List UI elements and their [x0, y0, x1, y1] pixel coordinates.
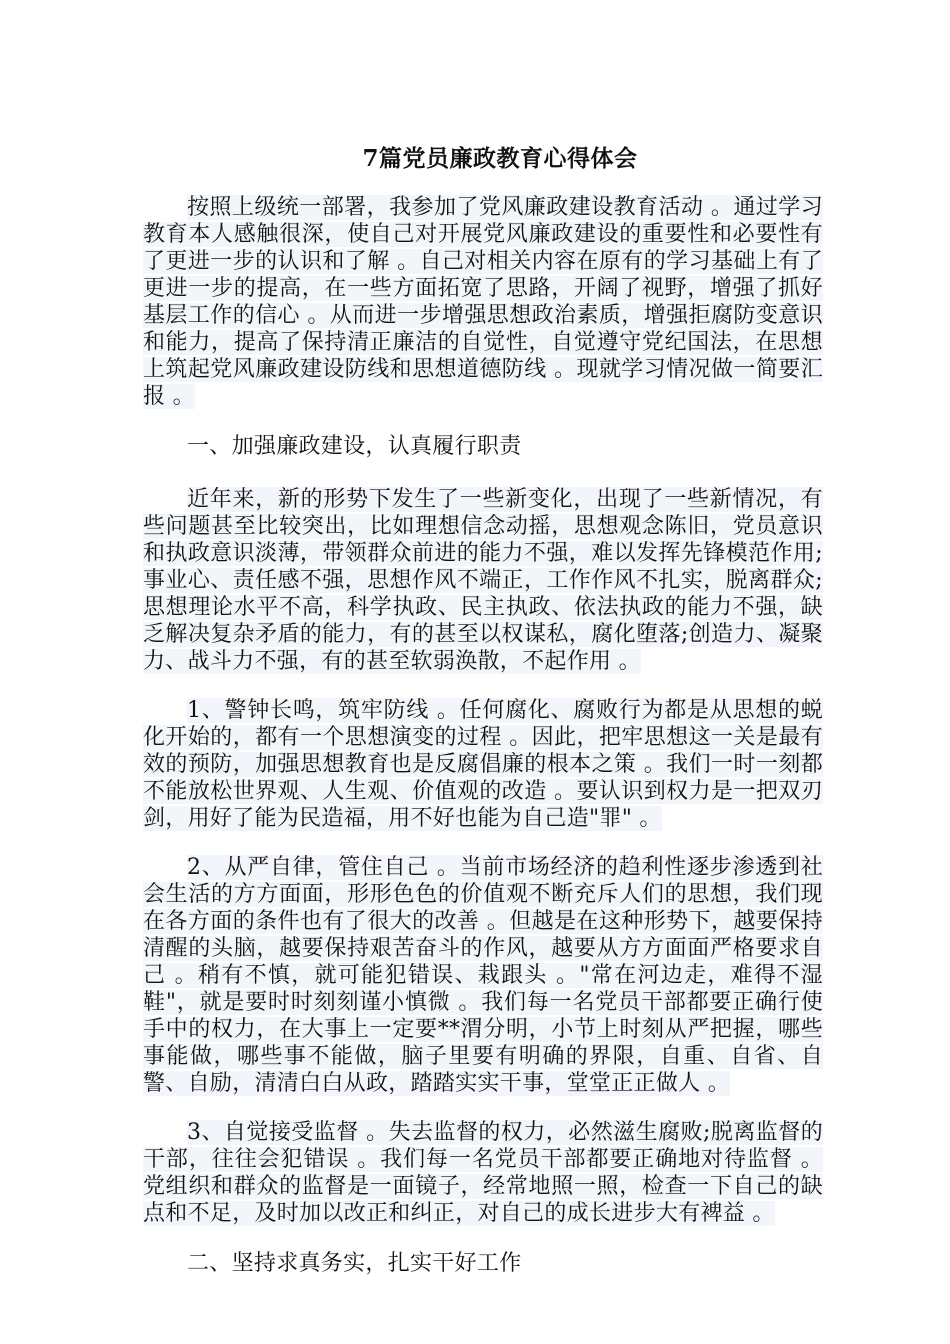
- paragraph-text: 近年来，新的形势下发生了一些新变化，出现了一些新情况，有些问题甚至比较突出，比如理想信念动摇，思想观念陈旧，党员意识和执政意识淡薄，带领群众前进的能力不强，难以发挥先锋模范作用;事业心、责任感不强，思想作风不端正，工作作风不扎实，脱离群众;思想理论水平不高，科学执政、民主执政、依法执政的能力不强，缺乏解决复杂矛盾的能力，有的甚至以权谋私，腐化堕落;创造力、凝聚力、战斗力不强，有的甚至软弱涣散，不起作用 。: [143, 487, 823, 674]
- paragraph-point-1: [143, 697, 823, 832]
- document-body: [143, 194, 823, 1303]
- paragraph-problems: [143, 486, 823, 675]
- document-title: 7篇党员廉政教育心得体会: [362, 145, 638, 172]
- paragraph-intro: [143, 194, 823, 410]
- paragraph-text: 按照上级统一部署，我参加了党风廉政建设教育活动 。通过学习教育本人感触很深，使自己对开展党风廉政建设的重要性和必要性有了更进一步的认识和了解 。自己对相关内容在原有的学习基础上有了更进一步的提高，在一些方面拓宽了思路，开阔了视野，增强了抓好基层工作的信心 。从而进一步增强思想政治素质，增强拒腐防变意识和能力，提高了保持清正廉洁的自觉性，自觉遵守党纪国法，在思想上筑起党风廉政建设防线和思想道德防线 。现就学习情况做一简要汇报 。: [143, 195, 823, 409]
- paragraph-text: 1、警钟长鸣，筑牢防线 。任何腐化、腐败行为都是从思想的蜕化开始的，都有一个思想演变的过程 。因此，把牢思想这一关是最有效的预防，加强思想教育也是反腐倡廉的根本之策 。我们一时一刻都不能放松世界观、人生观、价值观的改造 。要认识到权力是一把双刃剑，用好了能为民造福，用不好也能为自己造"罪" 。: [143, 698, 823, 831]
- paragraph-point-2: [143, 854, 823, 1097]
- section-heading-2: 二、坚持求真务实，扎实干好工作: [187, 1251, 522, 1276]
- section-heading-1: 一、加强廉政建设，认真履行职责: [187, 434, 522, 459]
- paragraph-text: 3、自觉接受监督 。失去监督的权力，必然滋生腐败;脱离监督的干部，往往会犯错误 。我们每一名党员干部都要正确地对待监督 。党组织和群众的监督是一面镜子，经常地照一照，检查一下自己的缺点和不足，及时加以改正和纠正，对自己的成长进步大有裨益 。: [143, 1120, 823, 1226]
- paragraph-point-3: [143, 1119, 823, 1227]
- paragraph-text: 2、从严自律，管住自己 。当前市场经济的趋利性逐步渗透到社会生活的方方面面，形形色色的价值观不断充斥人们的思想，我们现在各方面的条件也有了很大的改善 。但越是在这种形势下，越要保持清醒的头脑，越要保持艰苦奋斗的作风，越要从方方面面严格要求自己 。稍有不慎，就可能犯错误、栽跟头 。"常在河边走，难得不湿鞋"，就是要时时刻刻谨小慎微 。我们每一名党员干部都要正确行使手中的权力，在大事上一定要**渭分明，小节上时刻从严把握，哪些事能做，哪些事不能做，脑子里要有明确的界限，自重、自省、自警、自励，清清白白从政，踏踏实实干事，堂堂正正做人 。: [143, 855, 823, 1096]
